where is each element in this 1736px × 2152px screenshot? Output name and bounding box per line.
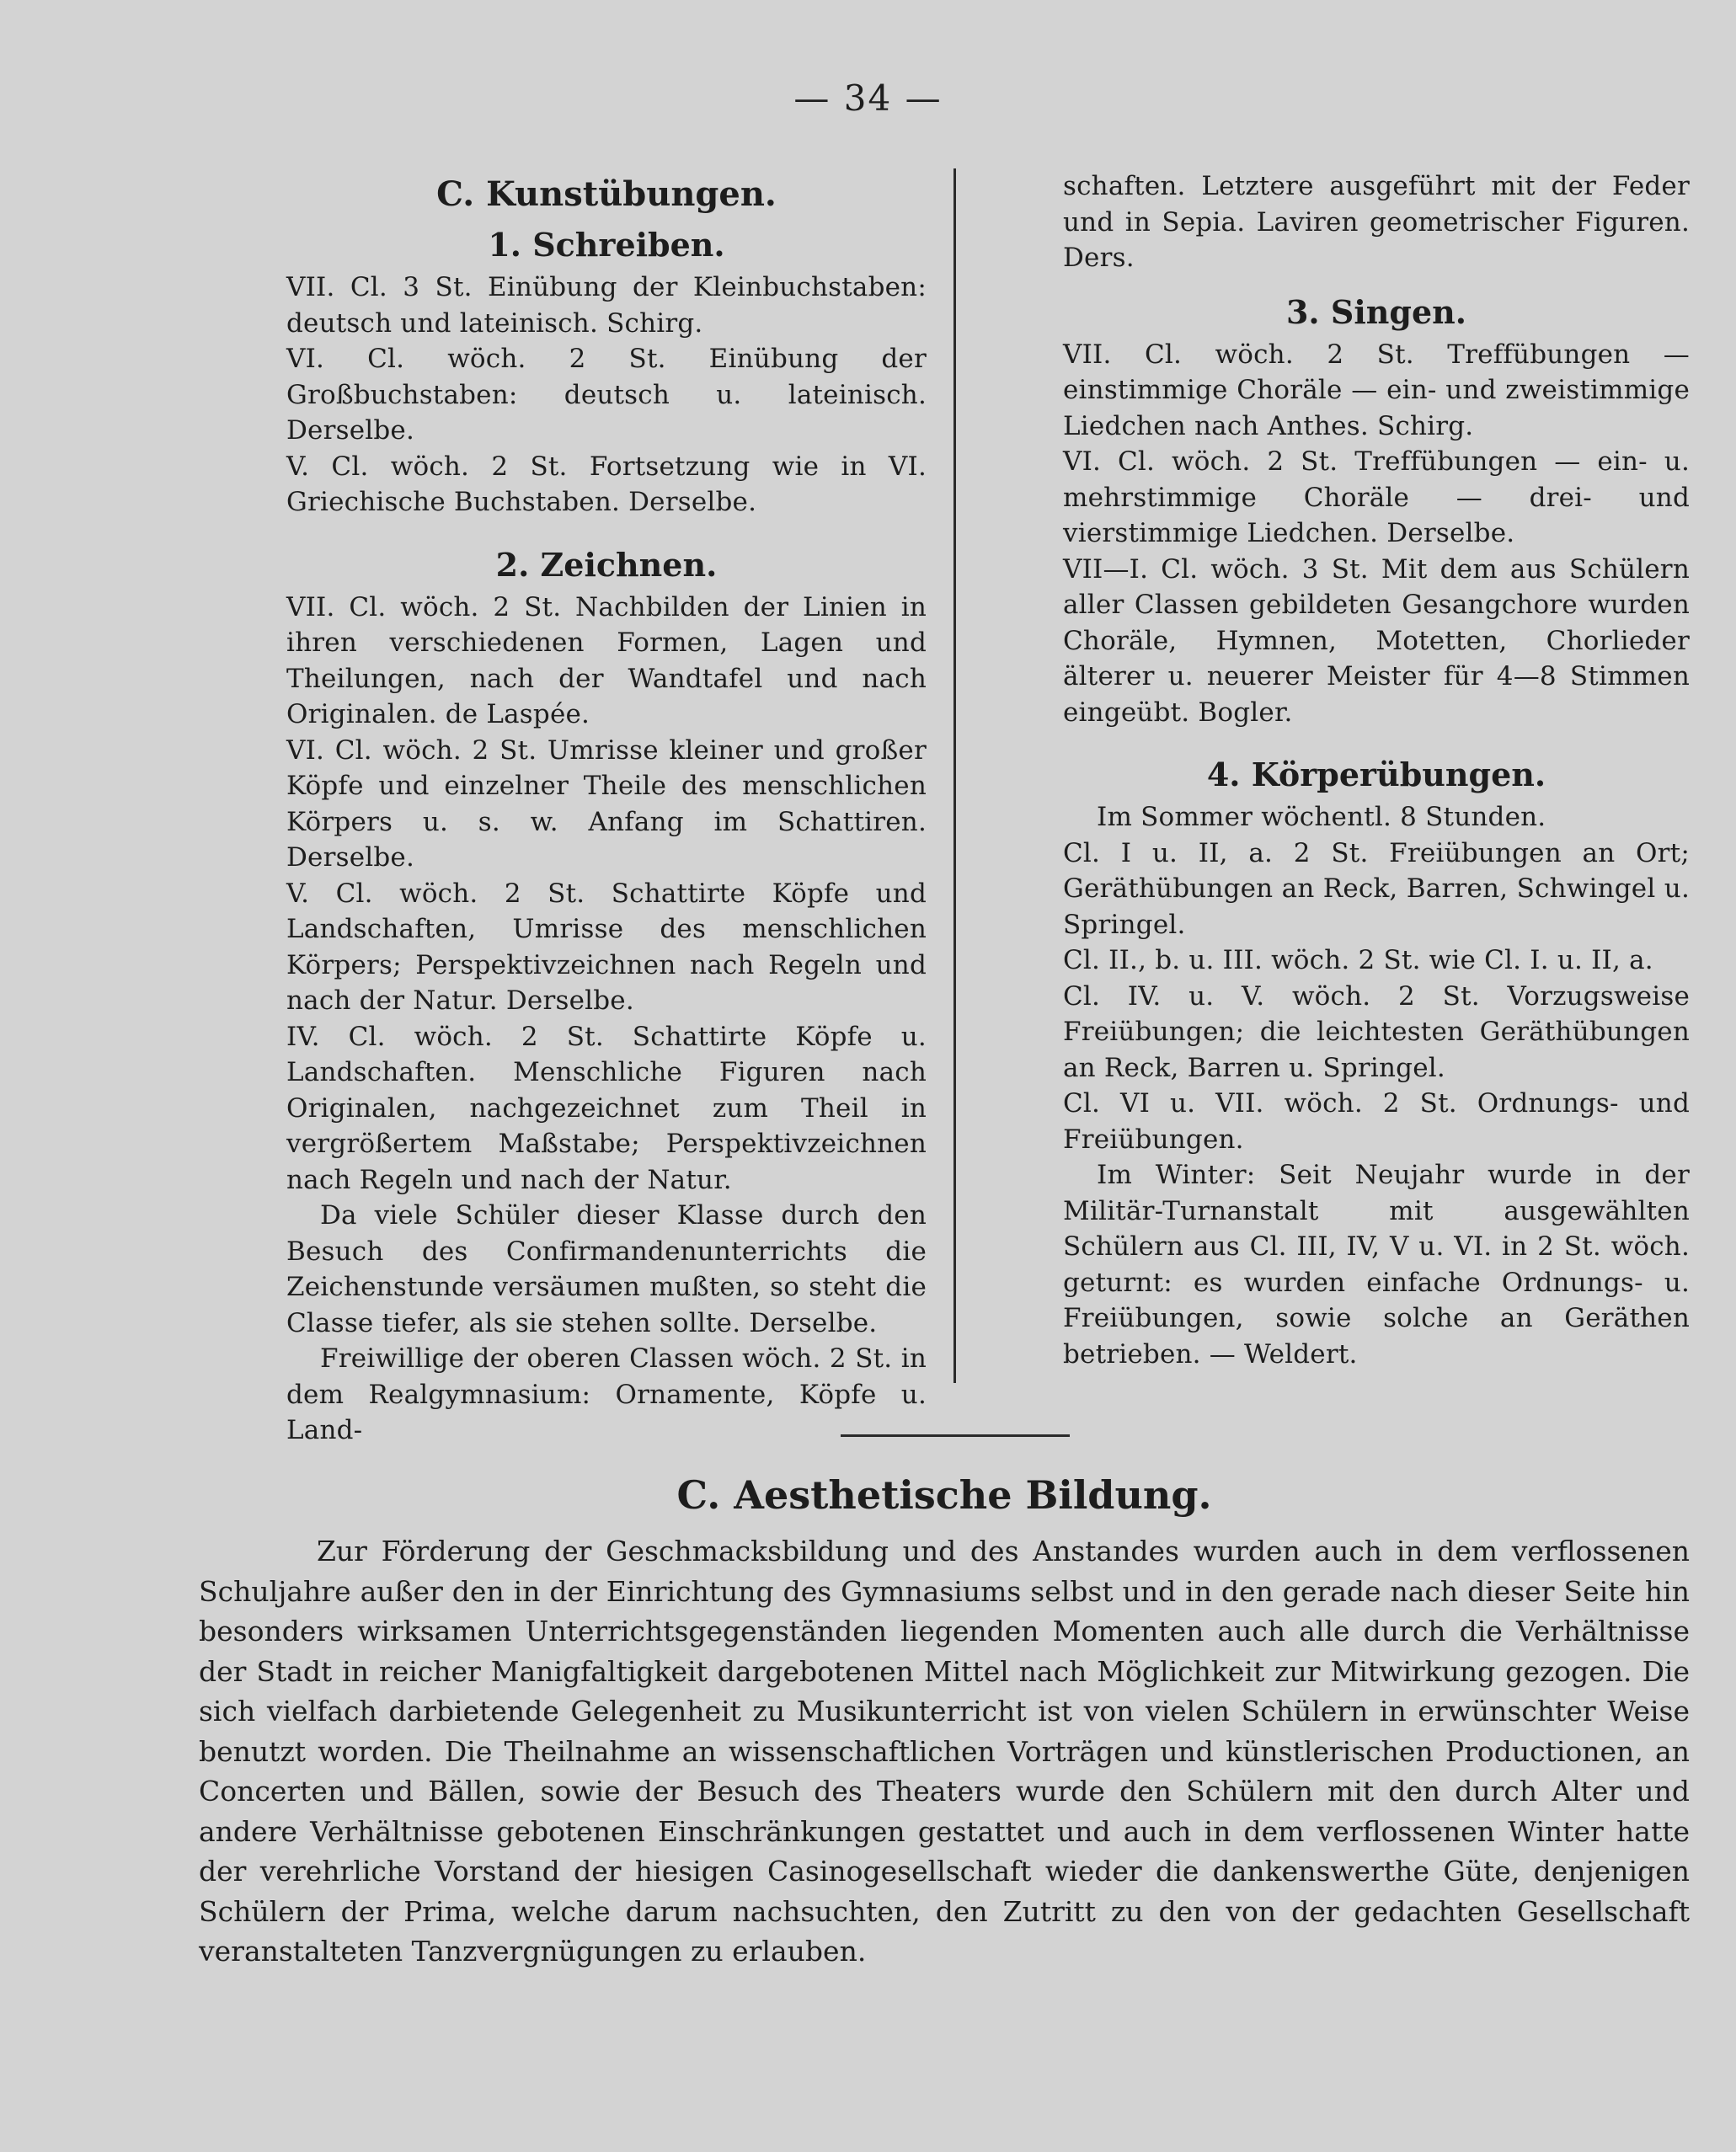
entry-singen-vii: VII. Cl. wöch. 2 St. Treffübungen — einstimmige Choräle — ein- und zweistimmige Liedchen nach Anthes. Schirg.	[1063, 339, 1690, 441]
left-column	[286, 168, 927, 1449]
continuation-text: schaften. Letztere ausgeführt mit der Feder und in Sepia. Laviren geometrischer Figuren. Ders.	[1063, 171, 1690, 273]
aesthetic-title: C. Aesthetische Bildung.	[676, 1472, 1212, 1518]
entry-zeichnen-vii: VII. Cl. wöch. 2 St. Nachbilden der Linien in ihren verschiedenen Formen, Lagen und Theilungen, nach der Wandtafel und nach Originalen. de Laspée.	[286, 591, 927, 729]
entry-turnen-i-ii: Cl. I u. II, a. 2 St. Freiübungen an Ort; Geräthübungen an Reck, Barren, Schwingel u. Springel.	[1063, 837, 1690, 940]
right-column	[1063, 168, 1690, 1372]
note-confirmanden: Da viele Schüler dieser Klasse durch den Besuch des Confirmandenunterrichts die Zeichenstunde versäumen mußten, so steht die Classe tiefer, als sie stehen sollte. Derselbe.	[286, 1200, 927, 1338]
entry-turnen-ii-iii: Cl. II., b. u. III. wöch. 2 St. wie Cl. I. u. II, a.	[1063, 945, 1653, 975]
summer-hours: Im Sommer wöchentl. 8 Stunden.	[1097, 802, 1546, 832]
entry-turnen-vi-vii: Cl. VI u. VII. wöch. 2 St. Ordnungs- und Freiübungen.	[1063, 1088, 1690, 1155]
entry-singen-vi: VI. Cl. wöch. 2 St. Treffübungen — ein- u. mehrstimmige Choräle — drei- und vierstimmige Liedchen. Derselbe.	[1063, 446, 1690, 548]
entry-singen-chor: VII—I. Cl. wöch. 3 St. Mit dem aus Schülern aller Classen gebildeten Gesangchore wurden Choräle, Hymnen, Motetten, Chorlieder älterer u. neuerer Meister für 4—8 Stimmen eingeübt. Bogler.	[1063, 553, 1690, 728]
entry-schreiben-v: V. Cl. wöch. 2 St. Fortsetzung wie in VI. Griechische Buchstaben. Derselbe.	[286, 451, 927, 517]
aesthetic-text: Zur Förderung der Geschmacksbildung und des Anstandes wurden auch in dem verflossenen Schuljahre außer den in der Einrichtung des Gymnasiums selbst und in den gerade nach dieser Seite hin besonders wirksamen Unterrichtsgegenständen liegenden Momenten auch alle durch die Verhältnisse der Stadt in reicher Manigfaltigkeit dargebotenen Mittel nach Möglichkeit zur Mitwirkung gezogen. Die sich vielfach darbietende Gelegenheit zu Musikunterricht ist von vielen Schülern in erwünschter Weise benutzt worden. Die Theilnahme an wissenschaftlichen Vorträgen und künstlerischen Productionen, an Concerten und Bällen, sowie der Besuch des Theaters wurde den Schülern mit den durch Alter und andere Verhältnisse gebotenen Einschränkungen gestattet und auch in dem verflossenen Winter hatte der verehrliche Vorstand der hiesigen Casinogesellschaft wieder die dankenswerthe Güte, denjenigen Schülern der Prima, welche darum nachsuchten, den Zutritt zu den von der gedachten Gesellschaft veranstalteten Tanzvergnügungen zu erlauben.	[199, 1535, 1690, 1968]
aesthetic-section	[199, 1466, 1690, 1972]
section-title-kunstuebungen: C. Kunstübungen.	[436, 174, 777, 214]
page-number: — 34 —	[793, 77, 943, 119]
entry-zeichnen-vi: VI. Cl. wöch. 2 St. Umrisse kleiner und großer Köpfe und einzelner Theile des menschlichen Körpers u. s. w. Anfang im Schattiren. Derselbe.	[286, 734, 927, 873]
column-divider	[953, 168, 956, 1383]
entry-schreiben-vi: VI. Cl. wöch. 2 St. Einübung der Großbuchstaben: deutsch u. lateinisch. Derselbe.	[286, 344, 927, 446]
heading-koerperuebungen: 4. Körperübungen.	[1206, 756, 1546, 793]
section-divider	[841, 1434, 1070, 1437]
entry-zeichnen-v: V. Cl. wöch. 2 St. Schattirte Köpfe und Landschaften, Umrisse des menschlichen Körpers; Perspektivzeichnen nach Regeln und nach der Natur. Derselbe.	[286, 878, 927, 1016]
entry-turnen-iv-v: Cl. IV. u. V. wöch. 2 St. Vorzugsweise Freiübungen; die leichtesten Geräthübungen an Reck, Barren u. Springel.	[1063, 980, 1690, 1083]
entry-zeichnen-iv: IV. Cl. wöch. 2 St. Schattirte Köpfe u. Landschaften. Menschliche Figuren nach Originalen, nachgezeichnet zum Theil in vergrößertem Maßstabe; Perspektivzeichnen nach Regeln und nach der Natur.	[286, 1021, 927, 1195]
heading-zeichnen: 2. Zeichnen.	[495, 545, 718, 584]
heading-schreiben: 1. Schreiben.	[488, 226, 725, 264]
winter-note: Im Winter: Seit Neujahr wurde in der Militär-Turnanstalt mit ausgewählten Schülern aus Cl. III, IV, V u. VI. in 2 St. wöch. geturnt: es wurden einfache Ordnungs- u. Freiübungen, sowie solche an Geräthen betrieben. — Weldert.	[1063, 1160, 1690, 1370]
note-freiwillige: Freiwillige der oberen Classen wöch. 2 St. in dem Realgymnasium: Ornamente, Köpfe u. Land-	[286, 1343, 927, 1445]
heading-singen: 3. Singen.	[1285, 292, 1466, 331]
entry-schreiben-vii: VII. Cl. 3 St. Einübung der Kleinbuchstaben: deutsch und lateinisch. Schirg.	[286, 272, 927, 339]
